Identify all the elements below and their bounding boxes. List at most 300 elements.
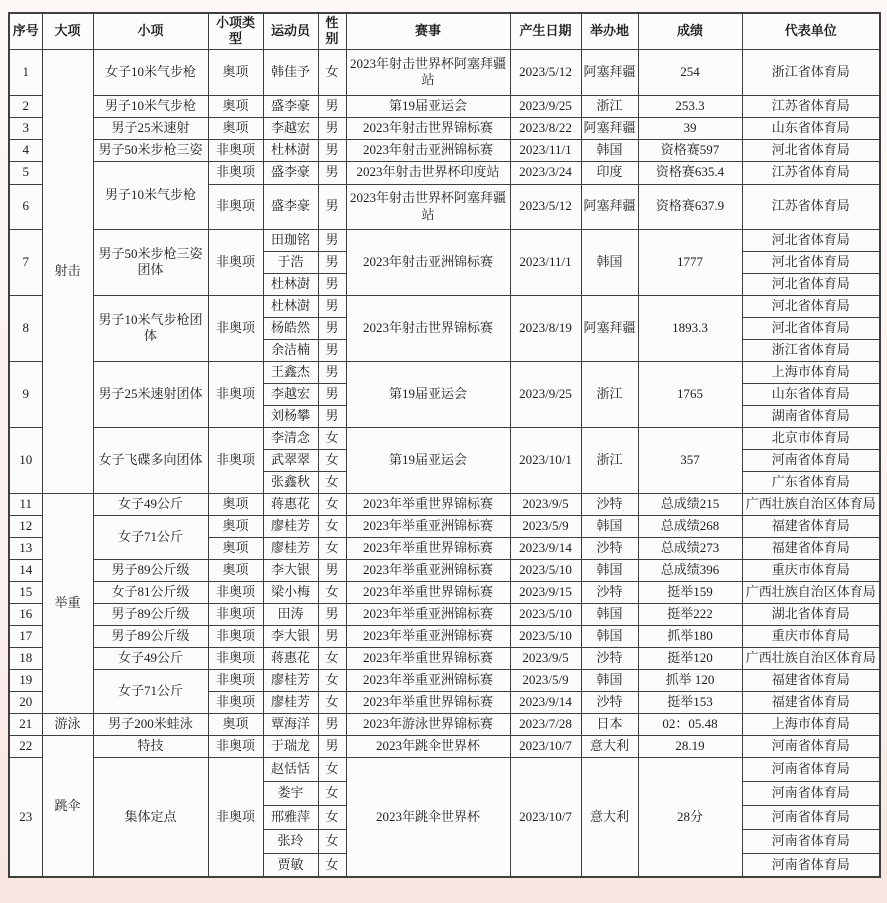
cell-athlete: 杨皓然 xyxy=(263,317,318,339)
cell-venue: 沙特 xyxy=(581,647,638,669)
cell-event_item: 男子89公斤级 xyxy=(93,625,208,647)
cell-unit: 重庆市体育局 xyxy=(742,559,880,581)
cell-competition: 2023年游泳世界锦标赛 xyxy=(346,713,510,735)
cell-item_type: 奥项 xyxy=(208,493,263,515)
cell-result: 总成绩268 xyxy=(638,515,742,537)
cell-unit: 河南省体育局 xyxy=(742,757,880,781)
cell-competition: 第19届亚运会 xyxy=(346,361,510,427)
cell-unit: 福建省体育局 xyxy=(742,537,880,559)
cell-item_type: 非奥项 xyxy=(208,669,263,691)
cell-seq: 14 xyxy=(9,559,42,581)
cell-seq: 10 xyxy=(9,427,42,493)
cell-sport: 举重 xyxy=(42,493,93,713)
cell-item_type: 奥项 xyxy=(208,117,263,139)
cell-sport: 跳伞 xyxy=(42,735,93,877)
cell-unit: 广西壮族自治区体育局 xyxy=(742,647,880,669)
cell-date: 2023/5/9 xyxy=(510,669,581,691)
cell-unit: 河北省体育局 xyxy=(742,317,880,339)
cell-seq: 16 xyxy=(9,603,42,625)
cell-result: 28分 xyxy=(638,757,742,877)
table-row xyxy=(9,757,880,781)
cell-gender: 女 xyxy=(318,493,346,515)
cell-date: 2023/9/14 xyxy=(510,537,581,559)
cell-gender: 男 xyxy=(318,383,346,405)
cell-athlete: 邢雅萍 xyxy=(263,805,318,829)
cell-athlete: 张玲 xyxy=(263,829,318,853)
cell-seq: 20 xyxy=(9,691,42,713)
cell-date: 2023/9/15 xyxy=(510,581,581,603)
cell-athlete: 刘杨攀 xyxy=(263,405,318,427)
cell-venue: 沙特 xyxy=(581,493,638,515)
header-sport: 大项 xyxy=(42,13,93,49)
cell-seq: 4 xyxy=(9,139,42,161)
cell-item_type: 奥项 xyxy=(208,559,263,581)
cell-item_type: 奥项 xyxy=(208,49,263,95)
cell-date: 2023/5/9 xyxy=(510,515,581,537)
cell-event_item: 男子10米气步枪 xyxy=(93,161,208,229)
cell-unit: 重庆市体育局 xyxy=(742,625,880,647)
cell-sport: 射击 xyxy=(42,49,93,493)
cell-gender: 女 xyxy=(318,49,346,95)
cell-date: 2023/3/24 xyxy=(510,161,581,184)
table-row xyxy=(9,581,880,603)
cell-unit: 福建省体育局 xyxy=(742,669,880,691)
cell-result: 02：05.48 xyxy=(638,713,742,735)
cell-seq: 21 xyxy=(9,713,42,735)
cell-unit: 上海市体育局 xyxy=(742,713,880,735)
cell-venue: 沙特 xyxy=(581,581,638,603)
cell-competition: 2023年射击世界锦标赛 xyxy=(346,117,510,139)
cell-athlete: 廖桂芳 xyxy=(263,515,318,537)
cell-athlete: 盛李豪 xyxy=(263,184,318,229)
header-unit: 代表单位 xyxy=(742,13,880,49)
header-gender: 性别 xyxy=(318,13,346,49)
cell-unit: 浙江省体育局 xyxy=(742,49,880,95)
cell-athlete: 李越宏 xyxy=(263,383,318,405)
cell-athlete: 廖桂芳 xyxy=(263,669,318,691)
cell-venue: 沙特 xyxy=(581,537,638,559)
cell-result: 357 xyxy=(638,427,742,493)
cell-result: 资格赛637.9 xyxy=(638,184,742,229)
cell-gender: 男 xyxy=(318,735,346,757)
cell-athlete: 蒋惠花 xyxy=(263,647,318,669)
cell-unit: 广东省体育局 xyxy=(742,471,880,493)
cell-result: 总成绩396 xyxy=(638,559,742,581)
cell-item_type: 非奥项 xyxy=(208,161,263,184)
cell-gender: 男 xyxy=(318,251,346,273)
cell-athlete: 盛李豪 xyxy=(263,161,318,184)
cell-venue: 韩国 xyxy=(581,669,638,691)
cell-seq: 5 xyxy=(9,161,42,184)
cell-athlete: 武翠翠 xyxy=(263,449,318,471)
cell-unit: 江苏省体育局 xyxy=(742,95,880,117)
table-row xyxy=(9,559,880,581)
table-row xyxy=(9,669,880,691)
cell-unit: 山东省体育局 xyxy=(742,383,880,405)
cell-competition: 2023年举重亚洲锦标赛 xyxy=(346,515,510,537)
cell-competition: 2023年举重亚洲锦标赛 xyxy=(346,603,510,625)
cell-item_type: 奥项 xyxy=(208,537,263,559)
cell-gender: 男 xyxy=(318,603,346,625)
table-row xyxy=(9,647,880,669)
cell-date: 2023/7/28 xyxy=(510,713,581,735)
cell-gender: 女 xyxy=(318,853,346,877)
cell-unit: 湖北省体育局 xyxy=(742,603,880,625)
cell-venue: 阿塞拜疆 xyxy=(581,295,638,361)
cell-athlete: 娄宇 xyxy=(263,781,318,805)
cell-result: 39 xyxy=(638,117,742,139)
cell-gender: 男 xyxy=(318,117,346,139)
cell-event_item: 女子49公斤 xyxy=(93,493,208,515)
cell-gender: 女 xyxy=(318,449,346,471)
table-header xyxy=(9,13,880,49)
header-item_type: 小项类型 xyxy=(208,13,263,49)
cell-competition: 2023年跳伞世界杯 xyxy=(346,757,510,877)
cell-venue: 阿塞拜疆 xyxy=(581,117,638,139)
cell-event_item: 男子10米气步枪团体 xyxy=(93,295,208,361)
cell-athlete: 田涛 xyxy=(263,603,318,625)
cell-gender: 男 xyxy=(318,559,346,581)
cell-item_type: 非奥项 xyxy=(208,647,263,669)
table-row xyxy=(9,95,880,117)
cell-competition: 2023年举重世界锦标赛 xyxy=(346,647,510,669)
header-seq: 序号 xyxy=(9,13,42,49)
cell-competition: 2023年举重世界锦标赛 xyxy=(346,691,510,713)
cell-gender: 男 xyxy=(318,713,346,735)
header-competition: 赛事 xyxy=(346,13,510,49)
cell-gender: 男 xyxy=(318,625,346,647)
cell-event_item: 女子10米气步枪 xyxy=(93,49,208,95)
cell-event_item: 特技 xyxy=(93,735,208,757)
cell-athlete: 廖桂芳 xyxy=(263,537,318,559)
cell-venue: 韩国 xyxy=(581,603,638,625)
cell-venue: 浙江 xyxy=(581,427,638,493)
cell-competition: 2023年射击世界杯阿塞拜疆站 xyxy=(346,49,510,95)
cell-date: 2023/9/5 xyxy=(510,647,581,669)
cell-unit: 河南省体育局 xyxy=(742,449,880,471)
cell-date: 2023/5/12 xyxy=(510,184,581,229)
cell-venue: 沙特 xyxy=(581,691,638,713)
cell-athlete: 杜林澍 xyxy=(263,139,318,161)
cell-venue: 浙江 xyxy=(581,95,638,117)
header-venue: 举办地 xyxy=(581,13,638,49)
cell-event_item: 男子10米气步枪 xyxy=(93,95,208,117)
table-row xyxy=(9,427,880,449)
cell-athlete: 盛李豪 xyxy=(263,95,318,117)
cell-gender: 男 xyxy=(318,139,346,161)
cell-result: 抓举 120 xyxy=(638,669,742,691)
cell-seq: 23 xyxy=(9,757,42,877)
table-row xyxy=(9,49,880,95)
cell-item_type: 非奥项 xyxy=(208,603,263,625)
cell-competition: 2023年举重亚洲锦标赛 xyxy=(346,669,510,691)
cell-athlete: 余洁楠 xyxy=(263,339,318,361)
cell-athlete: 李大银 xyxy=(263,559,318,581)
cell-unit: 湖南省体育局 xyxy=(742,405,880,427)
cell-result: 28.19 xyxy=(638,735,742,757)
cell-competition: 第19届亚运会 xyxy=(346,95,510,117)
cell-gender: 男 xyxy=(318,339,346,361)
cell-date: 2023/5/12 xyxy=(510,49,581,95)
cell-competition: 2023年射击世界锦标赛 xyxy=(346,295,510,361)
cell-venue: 意大利 xyxy=(581,735,638,757)
cell-unit: 福建省体育局 xyxy=(742,515,880,537)
cell-gender: 女 xyxy=(318,829,346,853)
cell-result: 资格赛635.4 xyxy=(638,161,742,184)
cell-date: 2023/8/19 xyxy=(510,295,581,361)
cell-date: 2023/5/10 xyxy=(510,559,581,581)
cell-event_item: 女子49公斤 xyxy=(93,647,208,669)
cell-seq: 15 xyxy=(9,581,42,603)
cell-event_item: 女子71公斤 xyxy=(93,515,208,559)
cell-result: 1765 xyxy=(638,361,742,427)
cell-result: 挺举159 xyxy=(638,581,742,603)
cell-gender: 男 xyxy=(318,95,346,117)
cell-gender: 男 xyxy=(318,229,346,251)
cell-seq: 17 xyxy=(9,625,42,647)
cell-athlete: 赵恬恬 xyxy=(263,757,318,781)
cell-date: 2023/9/25 xyxy=(510,361,581,427)
cell-unit: 福建省体育局 xyxy=(742,691,880,713)
cell-competition: 2023年举重世界锦标赛 xyxy=(346,581,510,603)
cell-unit: 上海市体育局 xyxy=(742,361,880,383)
records-table xyxy=(8,12,881,878)
cell-seq: 2 xyxy=(9,95,42,117)
table-row xyxy=(9,493,880,515)
cell-athlete: 李大银 xyxy=(263,625,318,647)
table-row xyxy=(9,625,880,647)
cell-unit: 广西壮族自治区体育局 xyxy=(742,493,880,515)
cell-gender: 女 xyxy=(318,781,346,805)
header-event_item: 小项 xyxy=(93,13,208,49)
cell-event_item: 女子71公斤 xyxy=(93,669,208,713)
cell-competition: 2023年射击世界杯印度站 xyxy=(346,161,510,184)
cell-gender: 女 xyxy=(318,537,346,559)
cell-item_type: 非奥项 xyxy=(208,757,263,877)
cell-event_item: 女子飞碟多向团体 xyxy=(93,427,208,493)
cell-athlete: 贾敏 xyxy=(263,853,318,877)
cell-competition: 2023年举重亚洲锦标赛 xyxy=(346,625,510,647)
cell-date: 2023/11/1 xyxy=(510,229,581,295)
cell-date: 2023/9/5 xyxy=(510,493,581,515)
cell-seq: 9 xyxy=(9,361,42,427)
cell-competition: 2023年跳伞世界杯 xyxy=(346,735,510,757)
cell-athlete: 梁小梅 xyxy=(263,581,318,603)
table-row xyxy=(9,139,880,161)
cell-athlete: 张鑫秋 xyxy=(263,471,318,493)
cell-unit: 河北省体育局 xyxy=(742,139,880,161)
cell-gender: 男 xyxy=(318,161,346,184)
cell-venue: 韩国 xyxy=(581,139,638,161)
cell-date: 2023/10/1 xyxy=(510,427,581,493)
cell-result: 挺举222 xyxy=(638,603,742,625)
cell-seq: 8 xyxy=(9,295,42,361)
cell-seq: 22 xyxy=(9,735,42,757)
cell-unit: 北京市体育局 xyxy=(742,427,880,449)
cell-sport: 游泳 xyxy=(42,713,93,735)
cell-event_item: 男子50米步枪三姿团体 xyxy=(93,229,208,295)
cell-unit: 河北省体育局 xyxy=(742,273,880,295)
cell-gender: 女 xyxy=(318,757,346,781)
cell-item_type: 非奥项 xyxy=(208,361,263,427)
cell-event_item: 男子25米速射团体 xyxy=(93,361,208,427)
cell-item_type: 非奥项 xyxy=(208,229,263,295)
cell-item_type: 非奥项 xyxy=(208,139,263,161)
cell-unit: 江苏省体育局 xyxy=(742,184,880,229)
cell-date: 2023/5/10 xyxy=(510,603,581,625)
cell-athlete: 于瑞龙 xyxy=(263,735,318,757)
cell-athlete: 覃海洋 xyxy=(263,713,318,735)
cell-item_type: 奥项 xyxy=(208,95,263,117)
cell-event_item: 男子50米步枪三姿 xyxy=(93,139,208,161)
table-row xyxy=(9,603,880,625)
cell-event_item: 男子25米速射 xyxy=(93,117,208,139)
cell-athlete: 蒋惠花 xyxy=(263,493,318,515)
cell-unit: 浙江省体育局 xyxy=(742,339,880,361)
cell-unit: 江苏省体育局 xyxy=(742,161,880,184)
table-row xyxy=(9,515,880,537)
cell-venue: 韩国 xyxy=(581,229,638,295)
cell-result: 254 xyxy=(638,49,742,95)
cell-gender: 女 xyxy=(318,691,346,713)
cell-result: 总成绩215 xyxy=(638,493,742,515)
cell-unit: 山东省体育局 xyxy=(742,117,880,139)
cell-result: 1777 xyxy=(638,229,742,295)
cell-seq: 6 xyxy=(9,184,42,229)
cell-event_item: 男子89公斤级 xyxy=(93,603,208,625)
cell-unit: 河南省体育局 xyxy=(742,735,880,757)
cell-unit: 河南省体育局 xyxy=(742,829,880,853)
cell-unit: 河南省体育局 xyxy=(742,805,880,829)
cell-result: 总成绩273 xyxy=(638,537,742,559)
cell-date: 2023/9/25 xyxy=(510,95,581,117)
cell-seq: 12 xyxy=(9,515,42,537)
cell-competition: 2023年射击亚洲锦标赛 xyxy=(346,139,510,161)
cell-competition: 2023年举重亚洲锦标赛 xyxy=(346,559,510,581)
cell-athlete: 廖桂芳 xyxy=(263,691,318,713)
cell-result: 1893.3 xyxy=(638,295,742,361)
cell-event_item: 男子89公斤级 xyxy=(93,559,208,581)
cell-gender: 女 xyxy=(318,515,346,537)
cell-gender: 男 xyxy=(318,361,346,383)
cell-gender: 男 xyxy=(318,317,346,339)
cell-competition: 2023年举重世界锦标赛 xyxy=(346,537,510,559)
cell-item_type: 非奥项 xyxy=(208,184,263,229)
cell-venue: 阿塞拜疆 xyxy=(581,184,638,229)
cell-item_type: 奥项 xyxy=(208,713,263,735)
header-athlete: 运动员 xyxy=(263,13,318,49)
cell-gender: 男 xyxy=(318,273,346,295)
cell-venue: 浙江 xyxy=(581,361,638,427)
cell-venue: 阿塞拜疆 xyxy=(581,49,638,95)
cell-gender: 女 xyxy=(318,669,346,691)
cell-athlete: 田珈铭 xyxy=(263,229,318,251)
cell-item_type: 非奥项 xyxy=(208,625,263,647)
cell-athlete: 李清念 xyxy=(263,427,318,449)
cell-athlete: 李越宏 xyxy=(263,117,318,139)
cell-gender: 女 xyxy=(318,647,346,669)
cell-seq: 19 xyxy=(9,669,42,691)
cell-competition: 第19届亚运会 xyxy=(346,427,510,493)
table-row xyxy=(9,361,880,383)
cell-unit: 河北省体育局 xyxy=(742,295,880,317)
cell-competition: 2023年举重世界锦标赛 xyxy=(346,493,510,515)
cell-unit: 河北省体育局 xyxy=(742,251,880,273)
cell-gender: 女 xyxy=(318,427,346,449)
table-row xyxy=(9,161,880,184)
cell-date: 2023/8/22 xyxy=(510,117,581,139)
cell-result: 资格赛597 xyxy=(638,139,742,161)
cell-item_type: 非奥项 xyxy=(208,691,263,713)
cell-seq: 1 xyxy=(9,49,42,95)
cell-unit: 河南省体育局 xyxy=(742,781,880,805)
cell-competition: 2023年射击亚洲锦标赛 xyxy=(346,229,510,295)
cell-venue: 印度 xyxy=(581,161,638,184)
cell-gender: 女 xyxy=(318,581,346,603)
cell-date: 2023/10/7 xyxy=(510,735,581,757)
table-row xyxy=(9,735,880,757)
cell-athlete: 王鑫杰 xyxy=(263,361,318,383)
cell-item_type: 非奥项 xyxy=(208,581,263,603)
cell-venue: 韩国 xyxy=(581,515,638,537)
cell-unit: 河南省体育局 xyxy=(742,853,880,877)
cell-athlete: 杜林澍 xyxy=(263,295,318,317)
cell-venue: 韩国 xyxy=(581,559,638,581)
cell-athlete: 杜林澍 xyxy=(263,273,318,295)
header-result: 成绩 xyxy=(638,13,742,49)
table-body xyxy=(9,49,880,877)
cell-result: 挺举153 xyxy=(638,691,742,713)
cell-date: 2023/9/14 xyxy=(510,691,581,713)
cell-venue: 日本 xyxy=(581,713,638,735)
cell-result: 253.3 xyxy=(638,95,742,117)
cell-gender: 男 xyxy=(318,405,346,427)
cell-result: 挺举120 xyxy=(638,647,742,669)
cell-event_item: 集体定点 xyxy=(93,757,208,877)
cell-venue: 意大利 xyxy=(581,757,638,877)
cell-seq: 3 xyxy=(9,117,42,139)
cell-seq: 18 xyxy=(9,647,42,669)
cell-date: 2023/11/1 xyxy=(510,139,581,161)
table-row xyxy=(9,713,880,735)
cell-item_type: 非奥项 xyxy=(208,295,263,361)
cell-item_type: 奥项 xyxy=(208,515,263,537)
cell-venue: 韩国 xyxy=(581,625,638,647)
table-row xyxy=(9,229,880,251)
cell-gender: 男 xyxy=(318,184,346,229)
cell-gender: 男 xyxy=(318,295,346,317)
cell-item_type: 非奥项 xyxy=(208,427,263,493)
cell-seq: 7 xyxy=(9,229,42,295)
cell-gender: 女 xyxy=(318,805,346,829)
table-row xyxy=(9,117,880,139)
cell-date: 2023/10/7 xyxy=(510,757,581,877)
cell-seq: 11 xyxy=(9,493,42,515)
cell-event_item: 男子200米蛙泳 xyxy=(93,713,208,735)
cell-event_item: 女子81公斤级 xyxy=(93,581,208,603)
cell-athlete: 韩佳予 xyxy=(263,49,318,95)
cell-seq: 13 xyxy=(9,537,42,559)
cell-competition: 2023年射击世界杯阿塞拜疆站 xyxy=(346,184,510,229)
table-row xyxy=(9,295,880,317)
cell-date: 2023/5/10 xyxy=(510,625,581,647)
cell-athlete: 于浩 xyxy=(263,251,318,273)
header-date: 产生日期 xyxy=(510,13,581,49)
cell-item_type: 非奥项 xyxy=(208,735,263,757)
cell-result: 抓举180 xyxy=(638,625,742,647)
cell-unit: 广西壮族自治区体育局 xyxy=(742,581,880,603)
header-row xyxy=(9,13,880,49)
